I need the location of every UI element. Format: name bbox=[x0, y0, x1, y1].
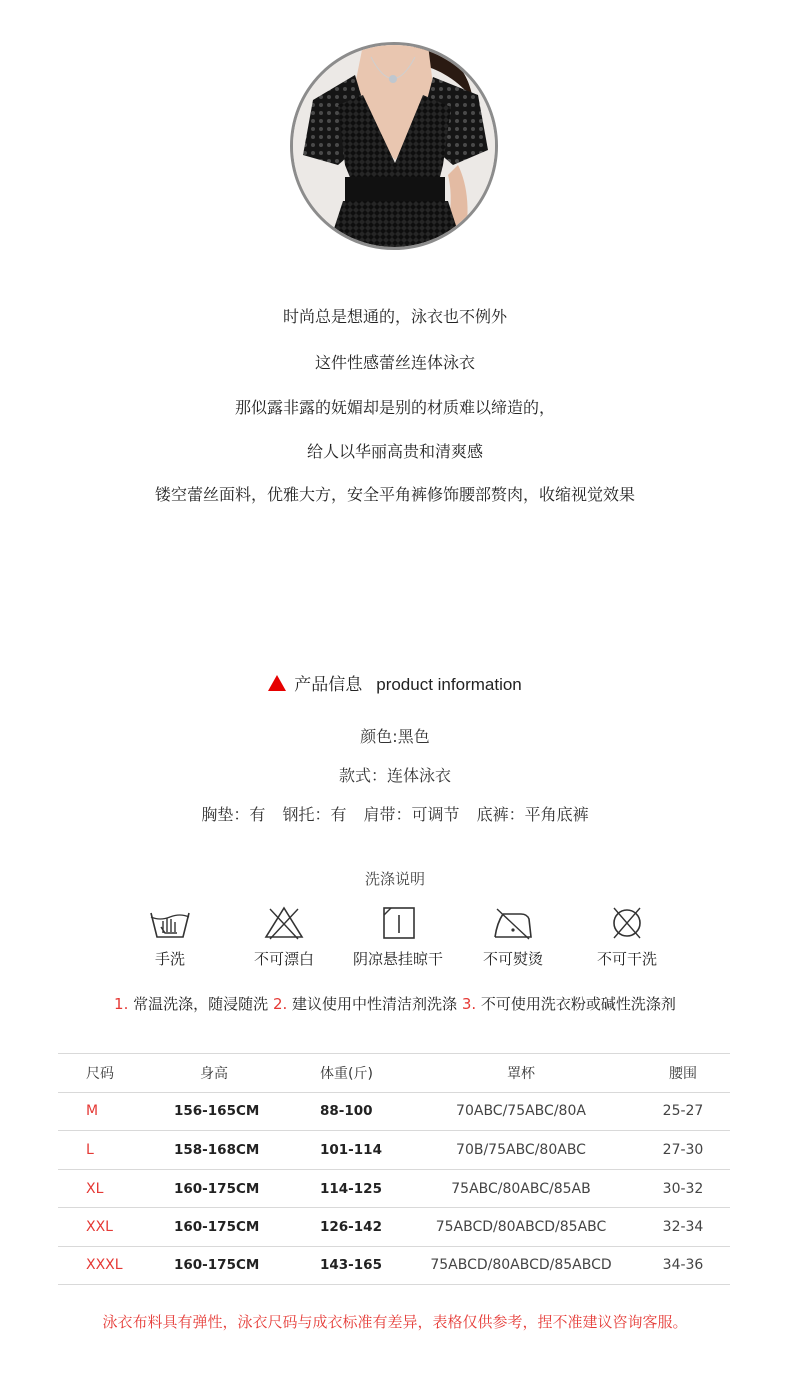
cup-cell: 70B/75ABC/80ABC bbox=[456, 1141, 586, 1158]
waist-cell: 25-27 bbox=[662, 1103, 704, 1120]
intro-line-3: 那似露非露的妩媚却是别的材质难以缔造的， bbox=[234, 398, 555, 417]
wash-label-line-dry: 阴凉悬挂晾干 bbox=[352, 950, 443, 968]
table-row bbox=[58, 1169, 730, 1208]
waist-cell: 30-32 bbox=[662, 1180, 704, 1197]
cup-cell: 75ABCD/80ABCD/85ABCD bbox=[430, 1257, 612, 1274]
header-weight: 体重(斤) bbox=[320, 1065, 373, 1082]
washing-notes bbox=[0, 993, 790, 1014]
size-cell: L bbox=[86, 1141, 94, 1158]
header-height: 身高 bbox=[200, 1065, 228, 1082]
wash-label-no-dry-clean: 不可干洗 bbox=[596, 950, 657, 968]
weight-cell: 88-100 bbox=[320, 1103, 373, 1120]
note-2-text: 建议使用中性清洁剂洗涤 bbox=[292, 995, 458, 1013]
note-1-text: 常温洗涤，随浸随洗 bbox=[133, 995, 269, 1013]
weight-cell: 101-114 bbox=[320, 1141, 382, 1158]
wash-label-hand: 手洗 bbox=[154, 950, 185, 968]
spec-underwire: 钢托：有 bbox=[282, 805, 347, 824]
size-cell: XXXL bbox=[86, 1257, 123, 1274]
wash-label-no-bleach: 不可漂白 bbox=[253, 950, 314, 968]
spec-strap: 肩带：可调节 bbox=[363, 805, 460, 824]
table-row bbox=[58, 1130, 730, 1169]
waist-cell: 34-36 bbox=[662, 1257, 704, 1274]
height-cell: 160-175CM bbox=[174, 1257, 260, 1274]
no-iron-icon bbox=[491, 905, 535, 941]
intro-line-4: 给人以华丽高贵和清爽感 bbox=[306, 442, 483, 461]
cup-cell: 70ABC/75ABC/80A bbox=[456, 1103, 586, 1120]
note-1-num: 1. bbox=[114, 995, 129, 1013]
spec-pad: 胸垫：有 bbox=[201, 805, 266, 824]
height-cell: 158-168CM bbox=[174, 1141, 260, 1158]
weight-cell: 143-165 bbox=[320, 1257, 382, 1274]
heading-en: product information bbox=[376, 675, 522, 694]
header-cup: 罩杯 bbox=[507, 1065, 535, 1082]
color-info: 颜色:黑色 bbox=[360, 727, 430, 746]
note-3-text: 不可使用洗衣粉或碱性洗涤剂 bbox=[480, 995, 676, 1013]
table-row bbox=[58, 1092, 730, 1131]
size-table bbox=[58, 1053, 730, 1285]
heading-cn: 产品信息 bbox=[294, 675, 363, 695]
style-info: 款式：连体泳衣 bbox=[338, 766, 451, 785]
size-cell: XL bbox=[86, 1180, 104, 1197]
red-triangle-icon bbox=[268, 675, 286, 691]
table-row bbox=[58, 1246, 730, 1285]
product-photo bbox=[290, 42, 498, 250]
header-size: 尺码 bbox=[86, 1065, 114, 1082]
weight-cell: 114-125 bbox=[320, 1180, 382, 1197]
line-dry-shade-icon bbox=[377, 905, 421, 941]
no-bleach-icon bbox=[262, 905, 306, 941]
intro-line-2: 这件性感蕾丝连体泳衣 bbox=[314, 353, 475, 372]
spec-bottom: 底裤：平角底裤 bbox=[476, 805, 589, 824]
size-cell: M bbox=[86, 1103, 99, 1120]
note-2-num: 2. bbox=[272, 995, 288, 1013]
intro-line-5: 镂空蕾丝面料，优雅大方，安全平角裤修饰腰部赘肉，收缩视觉效果 bbox=[154, 485, 635, 504]
table-header-row bbox=[58, 1053, 730, 1092]
hand-wash-icon bbox=[148, 905, 192, 941]
cup-cell: 75ABC/80ABC/85AB bbox=[451, 1180, 591, 1197]
weight-cell: 126-142 bbox=[320, 1219, 382, 1236]
size-cell: XXL bbox=[86, 1219, 113, 1236]
height-cell: 160-175CM bbox=[174, 1219, 260, 1236]
wash-label-no-iron: 不可熨烫 bbox=[482, 950, 543, 968]
spec-row bbox=[0, 802, 790, 825]
waist-cell: 32-34 bbox=[662, 1219, 704, 1236]
note-3-num: 3. bbox=[461, 995, 477, 1013]
height-cell: 160-175CM bbox=[174, 1180, 260, 1197]
size-disclaimer: 泳衣布料具有弹性，泳衣尺码与成衣标准有差异，表格仅供参考，捏不准建议咨询客服。 bbox=[102, 1313, 688, 1331]
cup-cell: 75ABCD/80ABCD/85ABC bbox=[435, 1219, 607, 1236]
intro-line-1: 时尚总是想通的，泳衣也不例外 bbox=[282, 307, 507, 326]
table-row bbox=[58, 1207, 730, 1246]
height-cell: 156-165CM bbox=[174, 1103, 260, 1120]
waist-cell: 27-30 bbox=[662, 1141, 704, 1158]
product-info-heading bbox=[0, 670, 790, 695]
header-waist: 腰围 bbox=[669, 1065, 697, 1082]
washing-title: 洗涤说明 bbox=[364, 870, 425, 888]
no-dry-clean-icon bbox=[605, 905, 649, 941]
